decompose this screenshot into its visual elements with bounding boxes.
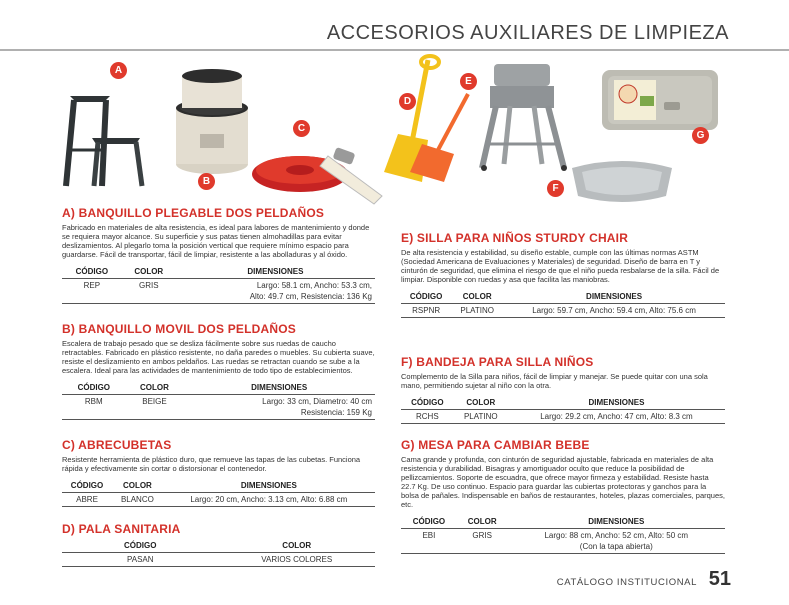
page-number: 51 [708,568,731,590]
color-value: GRIS [122,279,176,304]
dimensiones-value [183,395,375,420]
high-chair-tray-image [566,156,678,206]
color-value: BEIGE [126,395,184,420]
codigo-value: EBI [401,529,457,554]
col-codigo: CÓDIGO [62,381,126,395]
col-dimensiones: DIMENSIONES [183,381,375,395]
table-header-row [401,396,725,410]
codigo-value: RSPNR [401,304,451,318]
spec-table-b [62,381,375,420]
spec-table-e [401,290,725,318]
spec-table-c [62,479,375,507]
photo-badge-a: A [110,62,127,79]
codigo-value: ABRE [62,493,112,507]
color-value: BLANCO [112,493,163,507]
bucket-lid-opener-image [250,140,390,208]
section-f-title: F) BANDEJA PARA SILLA NIÑOS [401,355,594,369]
section-b-title: B) BANQUILLO MOVIL DOS PELDAÑOS [62,322,296,336]
dim-line-2: Alto: 49.7 cm, Resistencia: 136 Kg [249,292,372,301]
table-row [401,529,725,554]
dimensiones-value: Largo: 59.7 cm, Ancho: 59.4 cm, Alto: 75.6 cm [503,304,725,318]
dim-line-2: Resistencia: 159 Kg [300,408,372,417]
col-codigo: CÓDIGO [401,290,451,304]
table-row [62,279,375,304]
table-header-row [401,290,725,304]
section-g-title: G) MESA PARA CAMBIAR BEBE [401,438,590,452]
col-color: COLOR [112,479,163,493]
sturdy-high-chair-image [476,60,572,172]
col-codigo: CÓDIGO [62,265,122,279]
dimensiones-value: Largo: 20 cm, Ancho: 3.13 cm, Alto: 6.88 cm [163,493,375,507]
col-dimensiones: DIMENSIONES [503,290,725,304]
table-row [401,304,725,318]
table-header-row [62,479,375,493]
dim-line-2: (Con la tapa abierta) [579,542,653,551]
photo-badge-b: B [198,173,215,190]
table-row [62,553,375,567]
dim-line-1: Largo: 88 cm, Ancho: 52 cm, Alto: 50 cm [544,531,689,540]
col-color: COLOR [454,396,508,410]
photo-badge-c: C [293,120,310,137]
section-b-description: Escalera de trabajo pesado que se desliza fácilmente sobre sus ruedas de caucho retractables. Fabricado en plástico resistente, no daña paredes o muebles. Su cubierta suave, resiste el deslizamiento en ambos peldaños. Las ruedas se retractan cuando se sube a la escalera. Ideal para las actividades de mantenimiento de todo tipo de establecimientos. [62,339,375,375]
table-row [401,410,725,424]
photo-badge-g: G [692,127,709,144]
section-a-description: Fabricado en materiales de alta resistencia, es ideal para labores de mantenimiento y donde se requiera mayor alcance. Su superficie y sus patas tienen almohadillas para evitar deslizamientos. Al plegarlo toma la posición vertical que requiere mínimo espacio para guardarse. Fácil de transportar, fácil de limpiar, resistente a las abolladuras y al óxido. [62,223,370,259]
page-title: ACCESORIOS AUXILIARES DE LIMPIEZA [326,22,729,44]
section-a-title: A) BANQUILLO PLEGABLE DOS PELDAÑOS [62,206,325,220]
section-high-chair [401,231,725,318]
col-dimensiones: DIMENSIONES [508,396,725,410]
table-row [62,395,375,420]
spec-table-d [62,539,375,567]
dimensiones-value [176,279,375,304]
dim-line-1: Largo: 33 cm, Diametro: 40 cm [262,397,372,406]
dim-line-1: Largo: 58.1 cm, Ancho: 53.3 cm, [256,281,372,290]
folding-step-stool-image [62,90,147,190]
col-codigo: CÓDIGO [401,396,454,410]
col-dimensiones: DIMENSIONES [176,265,375,279]
photo-badge-f: F [547,180,564,197]
col-color: COLOR [126,381,184,395]
baby-changing-station-image [600,66,720,134]
section-c-title: C) ABRECUBETAS [62,438,172,452]
dimensiones-value [508,529,725,554]
col-codigo: CÓDIGO [62,479,112,493]
section-g-description: Cama grande y profunda, con cinturón de seguridad ajustable, fabricada en materiales de alta resistencia y durabilidad. Bisagras y amortiguador oculto que reduce la posibilidad de pellizcamientos. Soporte de escuadra, que ofrece mayor firmeza y estabilidad. Resiste hasta 22.7 Kg. De uso continuo. Espacio para guardar las cubiertas protectoras y ganchos para la bolsa de pañales. Indispensable en baños de restaurantes, hoteles, plazas comerciales, parques, etc. [401,455,725,509]
section-chair-tray [401,355,725,424]
table-header-row [62,539,375,553]
color-value: PLATINO [451,304,503,318]
color-value: VARIOS COLORES [219,553,376,567]
col-color: COLOR [122,265,176,279]
col-color: COLOR [451,290,503,304]
codigo-value: RCHS [401,410,454,424]
section-sanitary-shovel [62,522,375,567]
photo-badge-e: E [460,73,477,90]
spec-table-a [62,265,375,304]
section-mobile-stool [62,322,375,420]
section-f-description: Complemento de la Silla para niños, fácil de limpiar y manejar. Se puede quitar con una sola mano, permitiendo sujetar al niño con la otra. [401,372,708,390]
table-header-row [62,265,375,279]
col-dimensiones: DIMENSIONES [508,515,725,529]
mobile-step-stool-image [172,68,252,178]
col-dimensiones: DIMENSIONES [163,479,375,493]
section-c-description: Resistente herramienta de plástico duro, que remueve las tapas de las cubetas. Funciona rápida y efectivamente sin cortar o distorsionar el contenedor. [62,455,361,473]
codigo-value: PASAN [62,553,219,567]
table-header-row [62,381,375,395]
col-codigo: CÓDIGO [62,539,219,553]
catalog-label: CATÁLOGO INSTITUCIONAL [556,577,697,588]
codigo-value: RBM [62,395,126,420]
section-d-title: D) PALA SANITARIA [62,522,181,536]
col-color: COLOR [219,539,376,553]
spec-table-f [401,396,725,424]
color-value: PLATINO [454,410,508,424]
color-value: GRIS [457,529,508,554]
col-codigo: CÓDIGO [401,515,457,529]
table-header-row [401,515,725,529]
dimensiones-value: Largo: 29.2 cm, Ancho: 47 cm, Alto: 8.3 cm [508,410,725,424]
table-row [62,493,375,507]
codigo-value: REP [62,279,122,304]
spec-table-g [401,515,725,554]
section-changing-table [401,438,725,554]
col-color: COLOR [457,515,508,529]
section-e-title: E) SILLA PARA NIÑOS STURDY CHAIR [401,231,629,245]
photo-badge-d: D [399,93,416,110]
section-e-description: De alta resistencia y estabilidad, su diseño estable, cumple con las últimas normas ASTM (Sociedad Americana de Evaluaciones y Materiales) de seguridad. Diseño de barra en T y cinturón de seguridad, que elimina el riesgo de que el niño pueda resbalarse de la silla. Fácil de limpiar. Disponible con ruedas y asa que facilita las maniobras. [401,248,720,284]
section-folding-stool [62,206,375,304]
section-bucket-opener [62,438,375,507]
header-divider [0,49,789,51]
